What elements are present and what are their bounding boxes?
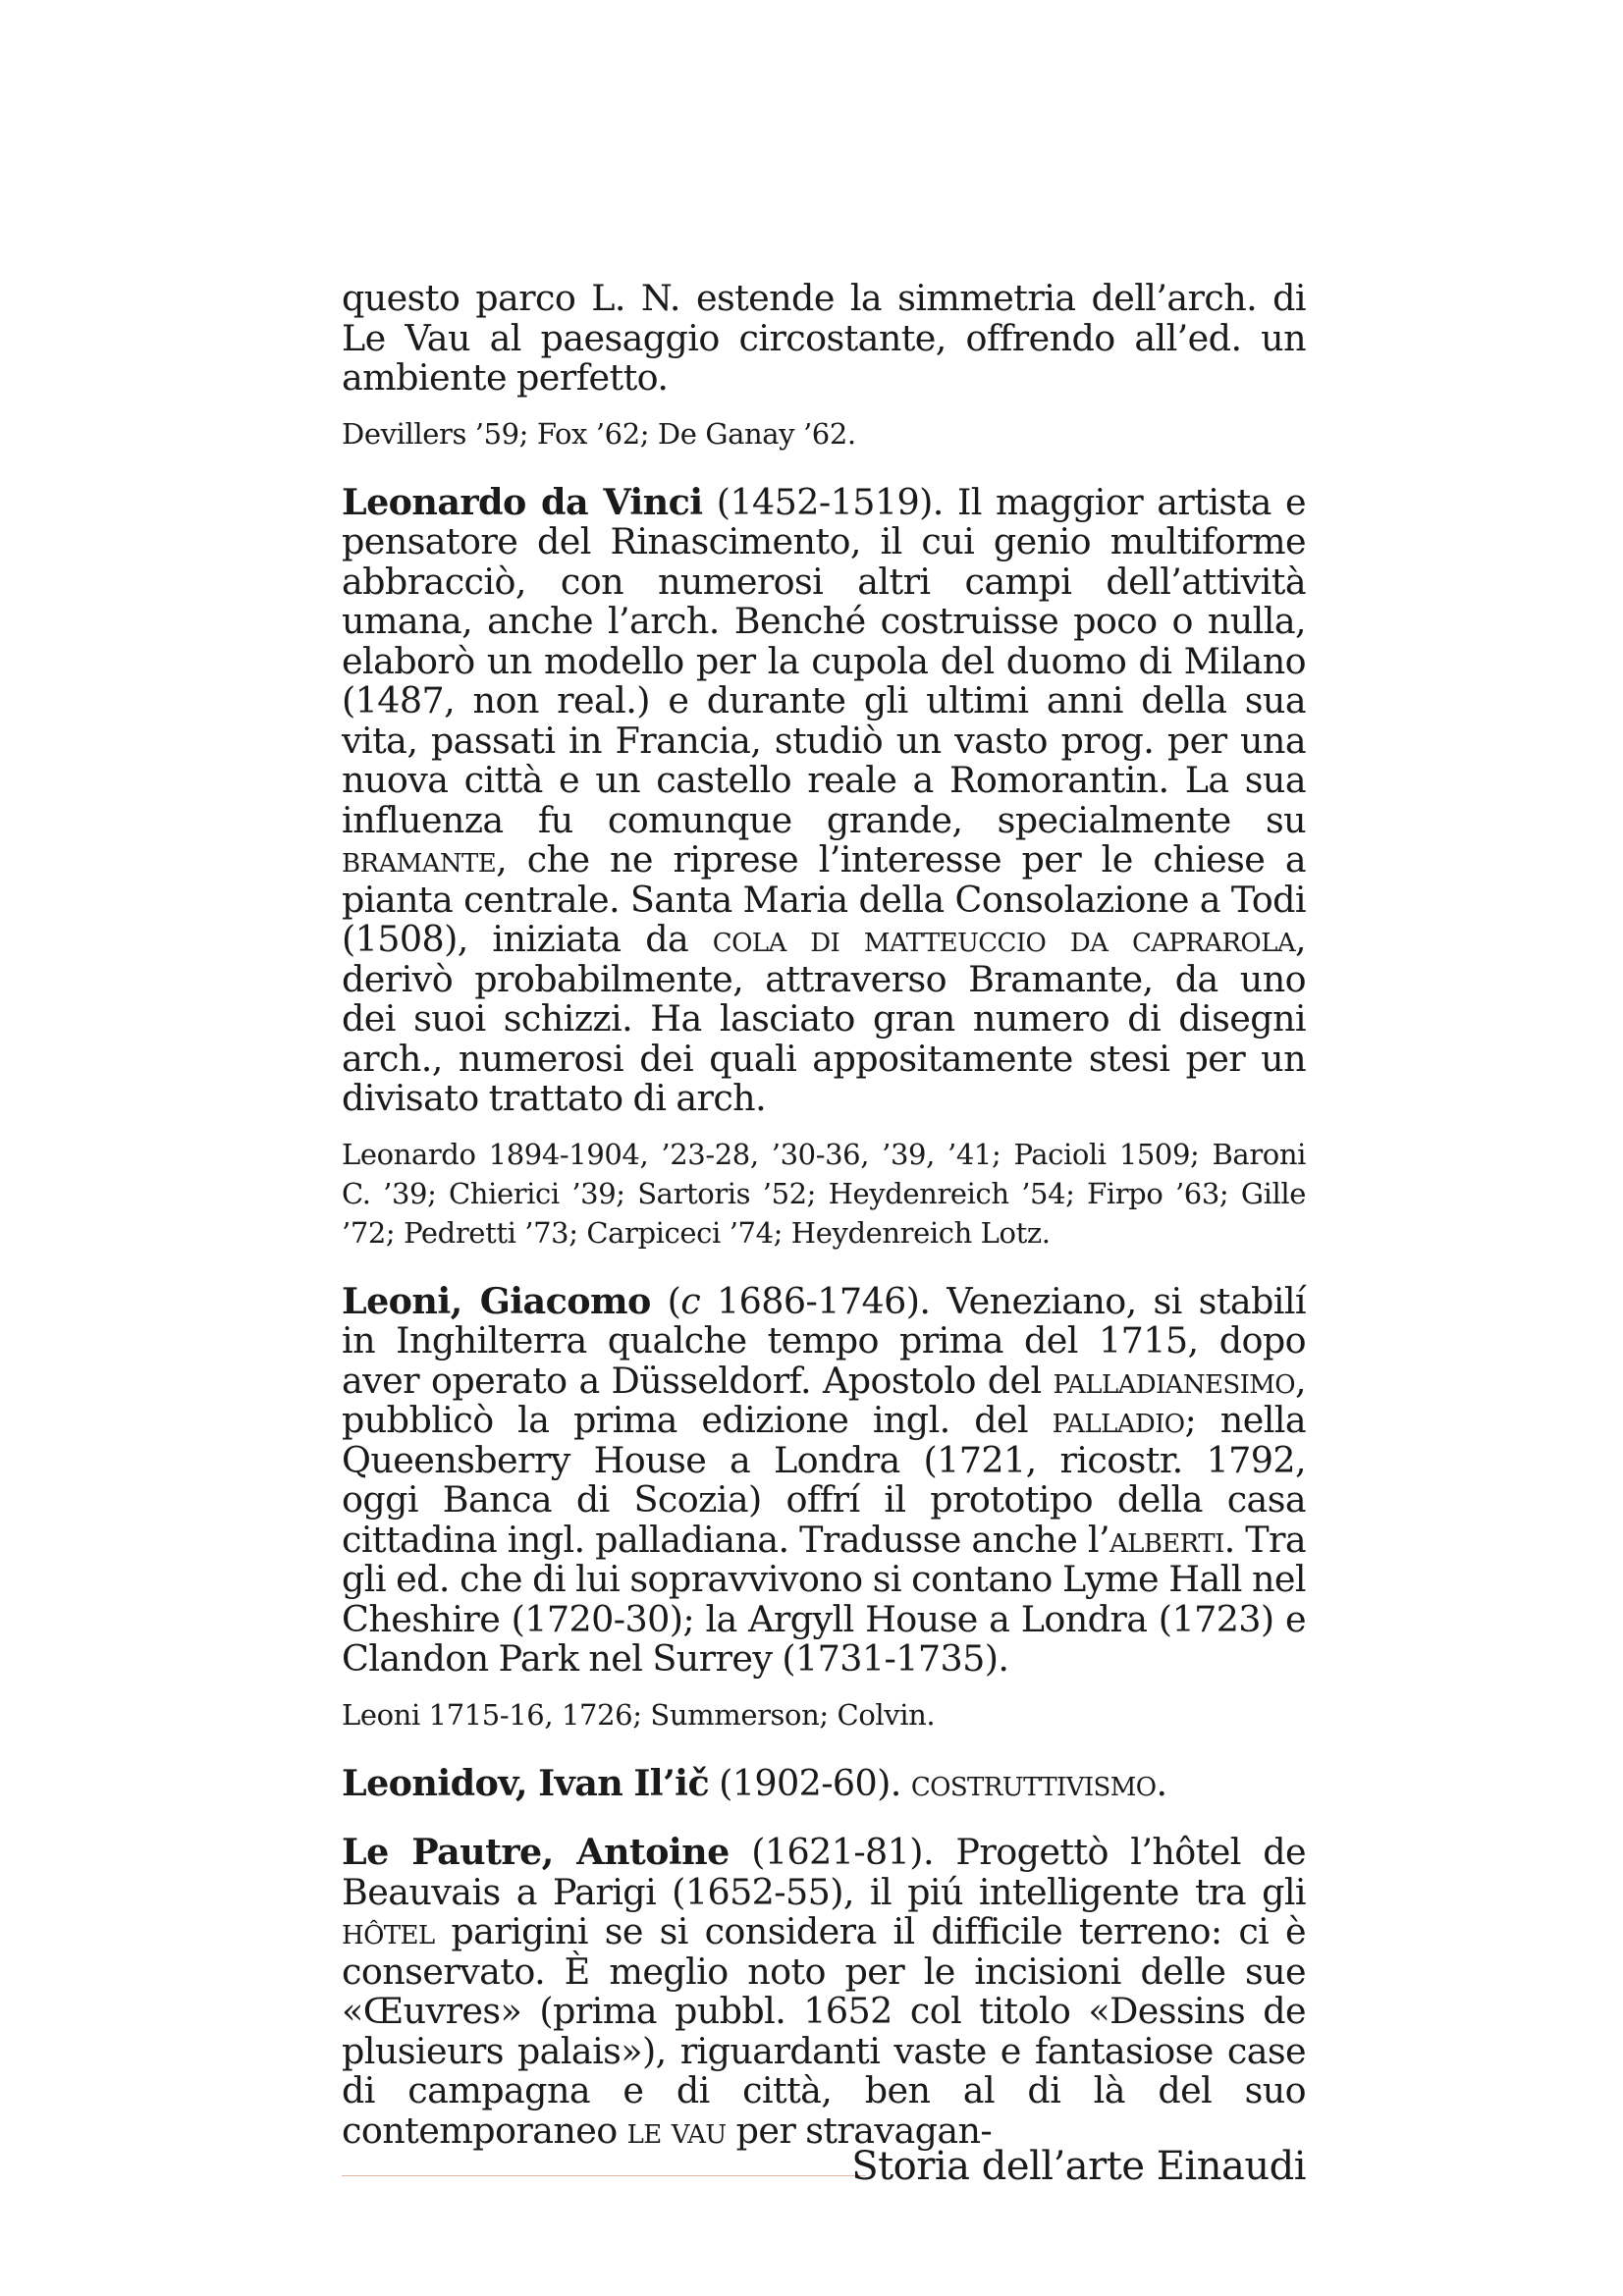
entry-text: ; nella Queensberry House a Londra (1721, ricostr. 1792, oggi Banca di Scozia) offrí il prototipo della casa cittadina ingl. palladiana. Tradusse anche l’ (342, 1399, 1306, 1561)
cross-reference-bramante: bramante (342, 838, 497, 881)
entry-text: , pubblicò la prima edizione ingl. del (342, 1359, 1306, 1441)
headword-leonardo: Leonardo da Vinci (342, 480, 703, 523)
entry-text: parigini se si considera il difficile terreno: ci è conservato. È meglio noto per le incisioni delle sue «Œuvres» (prima pubbl. 1652 col titolo «Dessins de plusieurs palais»), riguardanti vaste e fantasiose case di campagna e di città, ben al di là del suo contemporaneo (342, 1910, 1306, 2152)
page-body (342, 279, 1306, 2151)
entry-text: , che ne riprese l’interesse per le chiese a pianta centrale. Santa Maria della Consolazione a Todi (1508), iniziata da (342, 838, 1306, 960)
cross-reference-hotel: hôtel (342, 1910, 435, 1952)
entry-text: (1621-81). Progettò l’hôtel de Beauvais a Parigi (1652-55), il piú intelligente tra gli (342, 1831, 1306, 1913)
entry-leonardo-da-vinci (342, 480, 1307, 1119)
references-leoni: Leoni 1715-16, 1726; Summerson; Colvin. (342, 1697, 936, 1732)
cross-reference-cola-di-matteuccio: cola di matteuccio da caprarola (712, 918, 1295, 960)
entry-text: , derivò probabilmente, attraverso Bramante, da uno dei suoi schizzi. Ha lasciato gran numero di disegni arch., numerosi dei quali appositamente stesi per un divisato trattato di arch. (342, 918, 1307, 1119)
entry-text: per stravagan- (726, 2109, 993, 2152)
cross-reference-le-vau: le vau (626, 2109, 727, 2152)
entry-text: ( (650, 1279, 681, 1322)
entry-text: . (1156, 1761, 1167, 1804)
entry-text: . Tra gli ed. che di lui sopravvivono si contano Lyme Hall nel Cheshire (1720-30); la Argyll House a Londra (1723) e Clandon Park nel Surrey (1731-1735). (342, 1518, 1307, 1680)
entry-leonidov-ivan (342, 1761, 1306, 1804)
circa-abbreviation: c (680, 1279, 701, 1322)
entry-le-pautre-antoine (342, 1833, 1306, 2151)
cross-reference-palladianesimo: palladianesimo (1053, 1359, 1295, 1402)
entry-text: (1452-1519). Il maggior artista e pensatore del Rinascimento, il cui genio multiforme abbracciò, con numerosi altri campi dell’attività umana, anche l’arch. Benché costruisse poco o nulla, elaborò un modello per la cupola del duomo di Milano (1487, non real.) e durante gli ultimi anni della sua vita, passati in Francia, studiò un vasto prog. per una nuova città e un castello reale a Romorantin. La sua influenza fu comunque grande, specialmente su (342, 480, 1306, 841)
entry-leoni-giacomo (342, 1279, 1307, 1680)
footer-rule (342, 2175, 866, 2176)
page-footer (342, 2142, 1306, 2191)
references-leonardo: Leonardo 1894-1904, ’23-28, ’30-36, ’39, ’41; Pacioli 1509; Baroni C. ’39; Chierici ’39; Sartoris ’52; Heydenreich ’54; Firpo ’63; Gille ’72; Pedretti ’73; Carpiceci ’74; Heydenreich Lotz. (342, 1137, 1306, 1250)
cross-reference-alberti: alberti (1109, 1518, 1224, 1561)
headword-leoni: Leoni, Giacomo (342, 1279, 651, 1322)
entry-text: (1902-60). (709, 1761, 911, 1804)
entry-continuation-references: Devillers ’59; Fox ’62; De Ganay ’62. (342, 416, 856, 451)
cross-reference-palladio: palladio (1052, 1399, 1185, 1441)
headword-leonidov: Leonidov, Ivan Il’ič (342, 1761, 710, 1804)
headword-le-pautre: Le Pautre, Antoine (342, 1831, 730, 1873)
entry-continuation-text: questo parco L. N. estende la simmetria dell’arch. di Le Vau al paesaggio circostante, offrendo all’ed. un ambiente perfetto. (342, 277, 1306, 399)
entry-text: 1686-1746). Veneziano, si stabilí in Inghilterra qualche tempo prima del 1715, dopo aver operato a Düsseldorf. Apostolo del (342, 1279, 1306, 1402)
cross-reference-costruttivismo: costruttivismo (910, 1761, 1157, 1804)
footer-publication-title: Storia dell’arte Einaudi (851, 2144, 1306, 2189)
